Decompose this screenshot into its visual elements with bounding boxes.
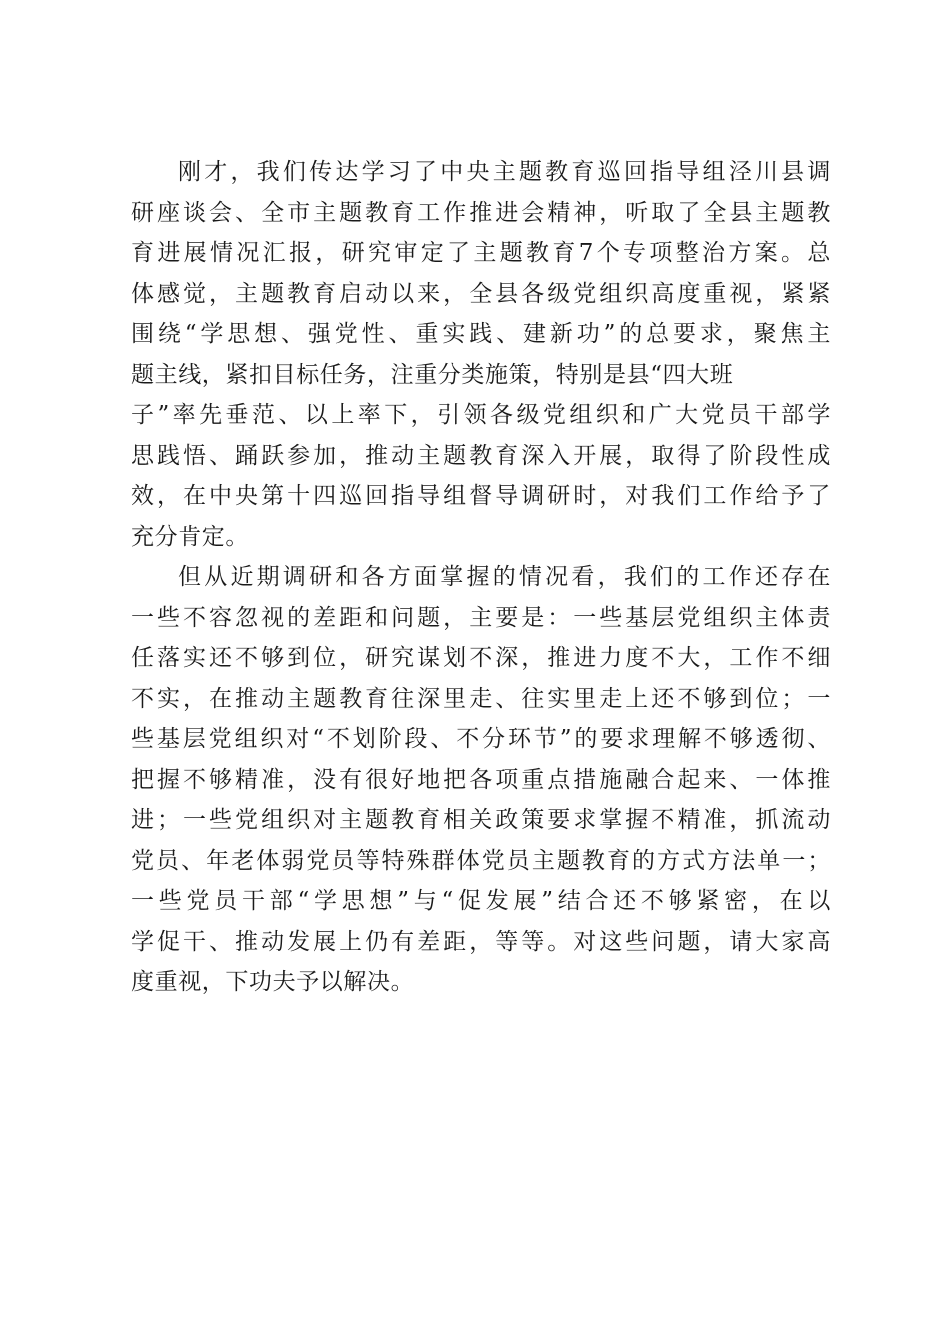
paragraph-line: 充分肯定。 bbox=[131, 523, 249, 550]
paragraph-line: 围绕“学思想、强党性、重实践、建新功”的总要求，聚焦主 bbox=[131, 321, 831, 347]
paragraph-line: 子”率先垂范、以上率下，引领各级党组织和广大党员干部学 bbox=[131, 402, 831, 428]
paragraph-line: 任落实还不够到位，研究谋划不深，推进力度不大，工作不细 bbox=[131, 645, 831, 671]
paragraph-2 bbox=[131, 557, 831, 1003]
paragraph-line: 把握不够精准，没有很好地把各项重点措施融合起来、一体推 bbox=[131, 766, 831, 793]
document-body bbox=[131, 152, 831, 1003]
paragraph-line: 一些党员干部“学思想”与“促发展”结合还不够紧密，在以 bbox=[131, 888, 831, 914]
paragraph-line: 刚才，我们传达学习了中央主题教育巡回指导组泾川县调 bbox=[178, 159, 831, 185]
paragraph-line: 进；一些党组织对主题教育相关政策要求掌握不精准，抓流动 bbox=[131, 807, 831, 833]
paragraph-line: 不实，在推动主题教育往深里走、往实里走上还不够到位；一 bbox=[131, 685, 831, 712]
paragraph-line: 体感觉，主题教育启动以来，全县各级党组织高度重视，紧紧 bbox=[131, 280, 831, 307]
paragraph-line: 效，在中央第十四巡回指导组督导调研时，对我们工作给予了 bbox=[131, 483, 831, 509]
paragraph-line: 度重视，下功夫予以解决。 bbox=[131, 969, 415, 995]
paragraph-line: 思践悟、踊跃参加，推动主题教育深入开展，取得了阶段性成 bbox=[131, 442, 831, 469]
paragraph-line: 一些不容忽视的差距和问题，主要是：一些基层党组织主体责 bbox=[131, 604, 831, 631]
paragraph-line: 但从近期调研和各方面掌握的情况看，我们的工作还存在 bbox=[178, 564, 831, 590]
paragraph-line: 研座谈会、全市主题教育工作推进会精神，听取了全县主题教 bbox=[131, 199, 831, 226]
paragraph-line: 育进展情况汇报，研究审定了主题教育7个专项整治方案。总 bbox=[131, 240, 831, 266]
paragraph-line: 些基层党组织对“不划阶段、不分环节”的要求理解不够透彻、 bbox=[131, 726, 831, 752]
paragraph-line: 学促干、推动发展上仍有差距，等等。对这些问题，请大家高 bbox=[131, 928, 831, 955]
paragraph-line: 题主线，紧扣目标任务，注重分类施策，特别是县“四大班 bbox=[131, 361, 734, 388]
paragraph-1 bbox=[131, 152, 831, 557]
paragraph-line: 党员、年老体弱党员等特殊群体党员主题教育的方式方法单一； bbox=[131, 847, 831, 874]
